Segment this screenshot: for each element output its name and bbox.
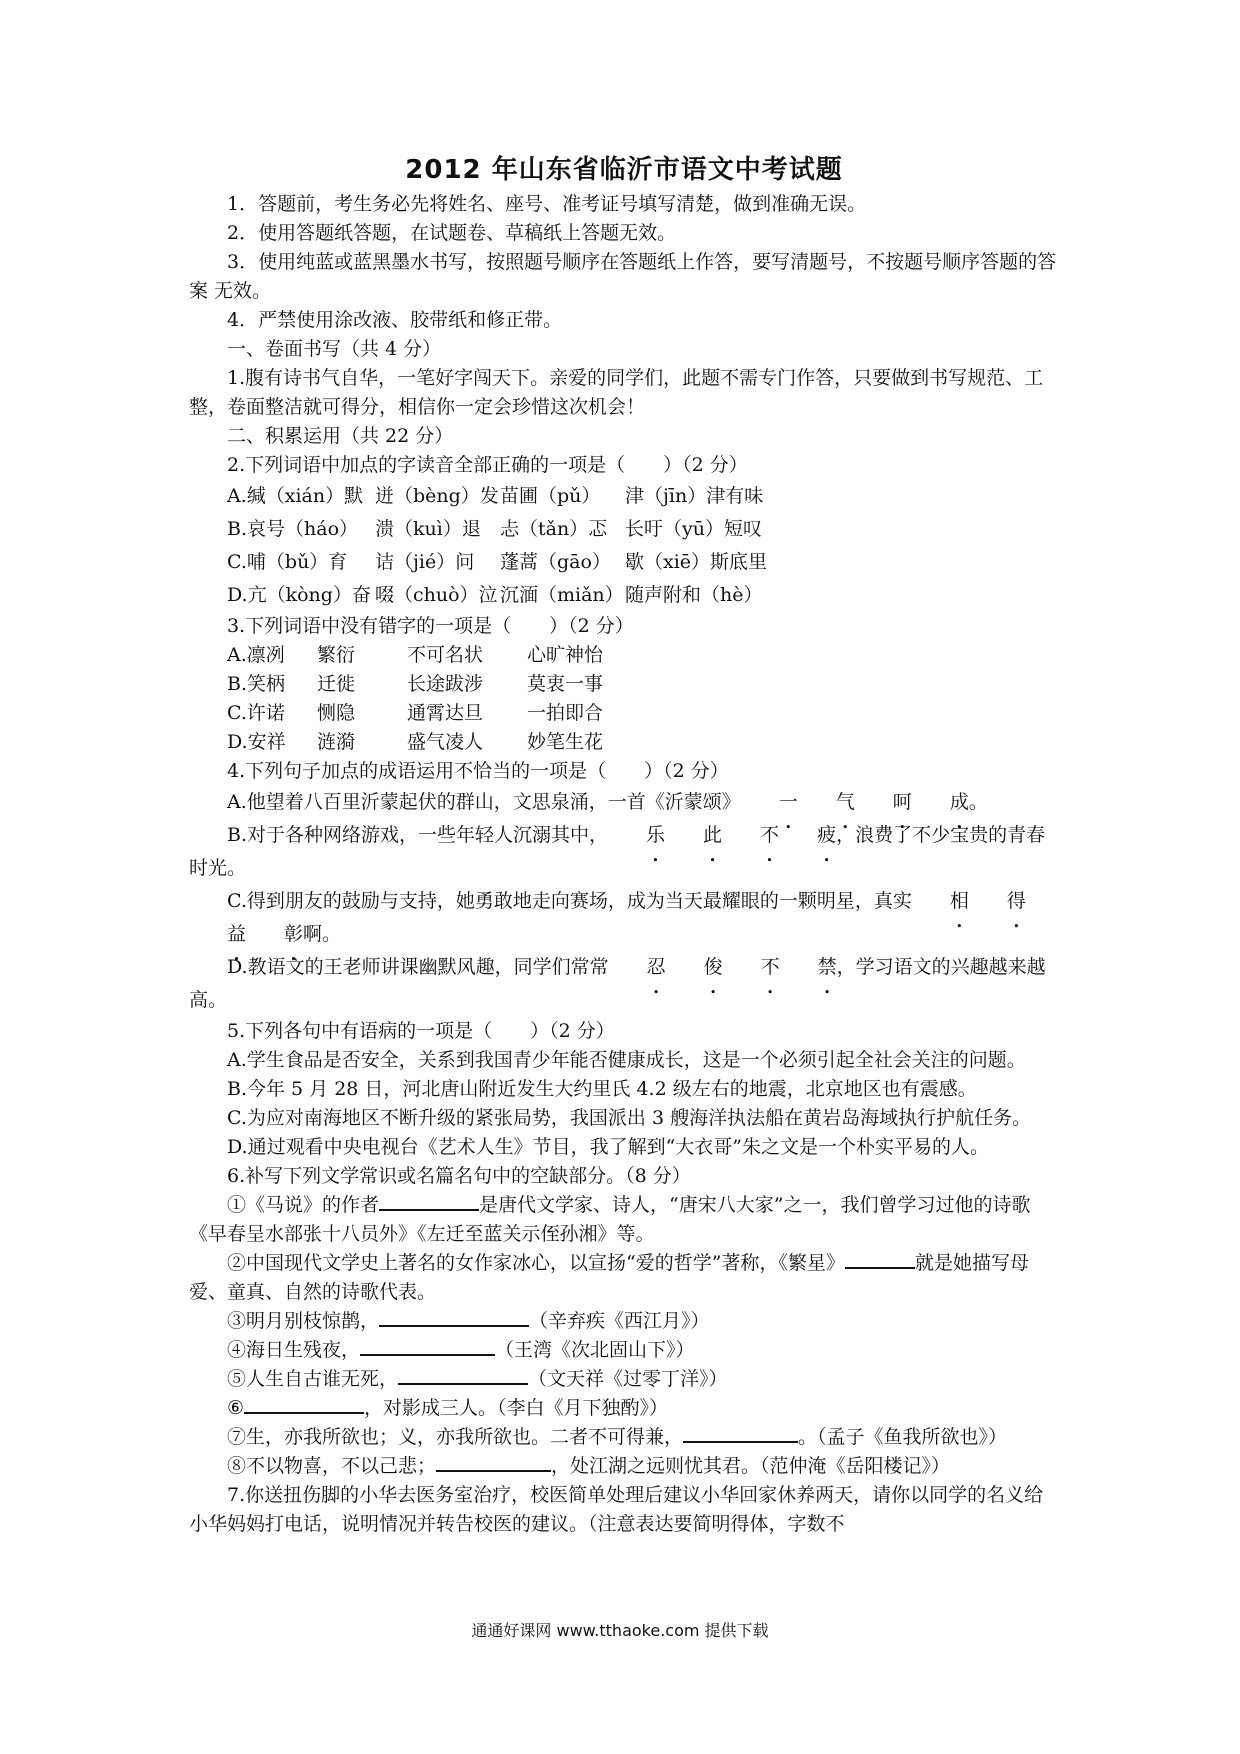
emphasis-char: 忍 xyxy=(646,956,666,978)
q3-option-b: B.笑柄 迁徙 长途跋涉 莫衷一事 xyxy=(227,673,604,695)
q6-item-4: ④海日生残夜， （王湾《次北固山下》） xyxy=(227,1339,695,1361)
q6-item-1: ①《马说》的作者 是唐代文学家、诗人，“唐宋八大家”之一，我们曾学习过他的诗歌《早春呈水部张十八员外》《左迁至蓝关示侄孙湘》等。 xyxy=(189,1194,1031,1245)
question-5-stem: 5.下列各句中有语病的一项是（ ）（2 分） xyxy=(227,1020,615,1042)
q3-option-c: C.许诺 恻隐 通霄达旦 一拍即合 xyxy=(227,702,604,724)
blank-line xyxy=(379,1193,479,1211)
q3-option-d: D.安祥 涟漪 盛气凌人 妙笔生花 xyxy=(227,731,604,753)
emphasis-char: 疲 xyxy=(817,824,837,846)
emphasis-char: 俊 xyxy=(703,956,723,978)
emphasis-char: 此 xyxy=(703,824,723,846)
section1-heading: 一、卷面书写（共 4 分） xyxy=(227,338,442,360)
q6-item-3: ③明月别枝惊鹊， （辛弃疾《西江月》） xyxy=(227,1310,710,1332)
blank-line xyxy=(379,1309,529,1327)
blank-line xyxy=(683,1425,798,1443)
emphasis-char: 乐 xyxy=(646,824,666,846)
blank-line xyxy=(845,1251,915,1269)
emphasis-char: 彰 xyxy=(284,923,304,945)
q4-option-c: C.得到朋友的鼓励与支持，她勇敢地走向赛场，成为当天最耀眼的一颗明星，真实 相 得益 彰啊。 xyxy=(189,885,1059,951)
page-footer: 通通好课网 www.tthaoke.com 提供下载 xyxy=(471,1621,769,1640)
q4-option-a: A.他望着八百里沂蒙起伏的群山，文思泉涌，一首《沂蒙颂》 一 气 呵 成。 xyxy=(189,786,1059,819)
emphasis-char: 呵 xyxy=(892,791,912,813)
blank-line xyxy=(244,1396,364,1414)
question-7: 7.你送扭伤脚的小华去医务室治疗，校医简单处理后建议小华回家休养两天，请你以同学的名义给小华妈妈打电话，说明情况并转告校医的建议。（注意表达要简明得体，字数不 xyxy=(189,1484,1044,1535)
question-6-stem: 6.补写下列文学常识或名篇名句中的空缺部分。（8 分） xyxy=(227,1165,691,1187)
emphasis-char: 成 xyxy=(949,791,969,813)
emphasis-char: 禁 xyxy=(817,956,837,978)
emphasis-char: 益 xyxy=(227,923,247,945)
emphasis-char: 得 xyxy=(1006,890,1026,912)
q2-option-a: A.缄（xián）默 迸（bèng）发苗圃（pǔ） 津（jīn）津有味 xyxy=(227,485,764,507)
q3-option-a: A.凛冽 繁衍 不可名状 心旷神怡 xyxy=(227,644,604,666)
emphasis-char: 气 xyxy=(835,791,855,813)
question-1: 1.腹有诗书气自华，一笔好字闯天下。亲爱的同学们，此题不需专门作答，只要做到书写规范、工整，卷面整洁就可得分，相信你一定会珍惜这次机会！ xyxy=(189,367,1044,418)
exam-page xyxy=(189,150,1059,1539)
emphasis-char: 不 xyxy=(760,824,780,846)
q6-item-8: ⑧不以物喜，不以己悲； ，处江湖之远则忧其君。（范仲淹《岳阳楼记》） xyxy=(227,1455,951,1477)
q2-option-c: C.哺（bǔ）育 诘（jié）问 蓬蒿（gāo） 歇（xiē）斯底里 xyxy=(227,551,768,573)
q5-option-d: D.通过观看中央电视台《艺术人生》节目，我了解到“大衣哥”朱之文是一个朴实平易的人。 xyxy=(227,1136,990,1158)
q2-option-d: D.亢（kòng）奋 啜（chuò）泣 沉湎（miǎn）随声附和（hè） xyxy=(227,584,763,606)
page-title: 2012 年山东省临沂市语文中考试题 xyxy=(405,155,843,185)
instruction-3: 3．使用纯蓝或蓝黑墨水书写，按照题号顺序在答题纸上作答，要写清题号，不按题号顺序答题的答案 无效。 xyxy=(189,251,1057,302)
emphasis-char: 相 xyxy=(949,890,969,912)
q4-option-b: B.对于各种网络游戏，一些年轻人沉溺其中， 乐 此 不 疲，浪费了不少宝贵的青春时光。 xyxy=(189,819,1059,885)
q6-item-7: ⑦生，亦我所欲也；义，亦我所欲也。二者不可得兼， 。（孟子《鱼我所欲也》） xyxy=(227,1426,1008,1448)
question-2-stem: 2.下列词语中加点的字读音全部正确的一项是（ ）（2 分） xyxy=(227,454,748,476)
emphasis-char: 不 xyxy=(760,956,780,978)
blank-line xyxy=(398,1367,528,1385)
instruction-1: 1．答题前，考生务必先将姓名、座号、准考证号填写清楚，做到准确无误。 xyxy=(227,193,867,215)
q4-a-idiom xyxy=(741,791,969,813)
section2-heading: 二、积累运用（共 22 分） xyxy=(227,425,454,447)
question-4-stem: 4.下列句子加点的成语运用不恰当的一项是（ ）（2 分） xyxy=(227,760,729,782)
q4-option-d: D.教语文的王老师讲课幽默风趣，同学们常常 忍 俊 不 禁，学习语文的兴趣越来越高。 xyxy=(189,951,1059,1017)
blank-line xyxy=(360,1338,495,1356)
q4-b-idiom xyxy=(608,824,836,846)
q6-item-5: ⑤人生自古谁无死， （文天祥《过零丁洋》） xyxy=(227,1368,728,1390)
q2-option-b: B.哀号（háo） 溃（kuì）退 忐（tǎn）忑 长吁（yū）短叹 xyxy=(227,518,762,540)
instruction-2: 2．使用答题纸答题，在试题卷、草稿纸上答题无效。 xyxy=(227,222,677,244)
q5-option-b: B.今年 5 月 28 日，河北唐山附近发生大约里氏 4.2 级左右的地震，北京地区也有震感。 xyxy=(227,1078,977,1100)
instruction-4: 4．严禁使用涂改液、胶带纸和修正带。 xyxy=(227,309,563,331)
q6-item-6: ⑥ ，对影成三人。（李白《月下独酌》） xyxy=(227,1397,669,1419)
question-3-stem: 3.下列词语中没有错字的一项是（ ）（2 分） xyxy=(227,615,634,637)
emphasis-char: 一 xyxy=(778,791,798,813)
q5-option-c: C.为应对南海地区不断升级的紧张局势，我国派出 3 艘海洋执法船在黄岩岛海域执行护航任务。 xyxy=(227,1107,1032,1129)
q6-item-2: ②中国现代文学史上著名的女作家冰心，以宣扬“爱的哲学”著称，《繁星》 就是她描写母爱、童真、自然的诗歌代表。 xyxy=(189,1252,1029,1303)
q4-d-idiom xyxy=(609,956,837,978)
q5-option-a: A.学生食品是否安全，关系到我国青少年能否健康成长，这是一个必须引起全社会关注的问题。 xyxy=(227,1049,1026,1071)
blank-line xyxy=(436,1454,551,1472)
